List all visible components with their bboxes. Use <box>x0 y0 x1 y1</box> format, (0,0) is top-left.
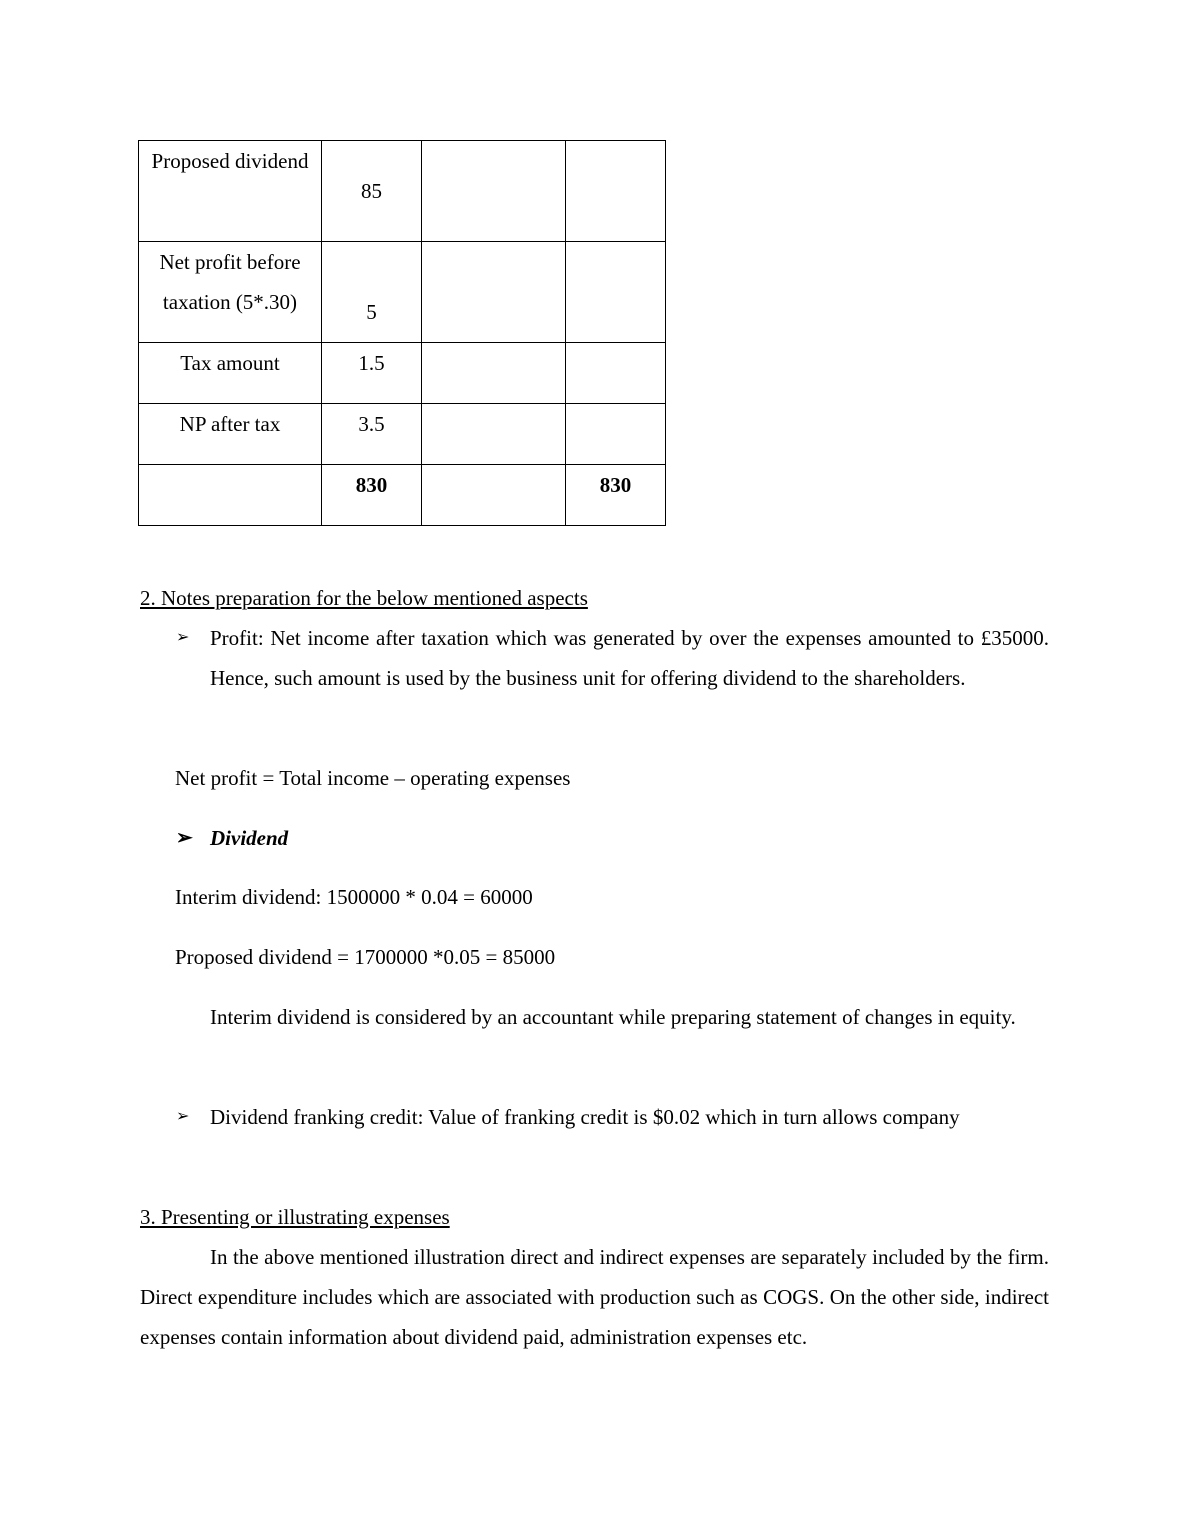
interim-dividend: Interim dividend: 1500000 * 0.04 = 60000 <box>175 885 533 909</box>
table-row <box>139 141 666 242</box>
table-row <box>139 343 666 404</box>
profit-note: Profit: Net income after taxation which was generated by over the expenses amounted to £35000. Hence, such amount is used by the business unit for offering dividend to the shareholders. <box>210 626 1049 690</box>
table-cell: NP after tax <box>139 404 322 465</box>
section-2-heading: 2. Notes preparation for the below mentioned aspects <box>140 586 588 610</box>
net-profit-formula: Net profit = Total income – operating expenses <box>175 766 571 790</box>
franking-note: Dividend franking credit: Value of franking credit is $0.02 which in turn allows company <box>210 1105 960 1129</box>
table-cell: Tax amount <box>139 343 322 404</box>
proposed-dividend: Proposed dividend = 1700000 *0.05 = 85000 <box>175 945 556 969</box>
table-cell: 85 <box>322 141 422 242</box>
arrow-bullet-icon: ➢ <box>176 1108 190 1125</box>
interim-note: Interim dividend is considered by an accountant while preparing statement of changes in equity. <box>210 1005 1016 1029</box>
table-row <box>139 242 666 343</box>
arrow-bullet-icon: ➢ <box>176 629 190 646</box>
dividend-heading: Dividend <box>210 826 289 850</box>
arrow-bullet-icon: ➢ <box>176 827 193 849</box>
table-cell: 830 <box>566 465 666 526</box>
table-row <box>139 465 666 526</box>
table-cell: Net profit before taxation (5*.30) <box>139 242 322 343</box>
financial-table <box>138 140 666 526</box>
table-cell: 830 <box>322 465 422 526</box>
table-row <box>139 404 666 465</box>
expenses-paragraph: In the above mentioned illustration direct and indirect expenses are separately included by the firm. Direct expenditure includes which are associated with production such as COGS. On the other side, indirect expenses contain information about dividend paid, administration expenses etc. <box>140 1245 1049 1349</box>
section-3-heading: 3. Presenting or illustrating expenses <box>140 1205 450 1229</box>
table-cell: Proposed dividend <box>139 141 322 242</box>
table-cell: 5 <box>322 242 422 343</box>
table-cell: 3.5 <box>322 404 422 465</box>
table-cell: 1.5 <box>322 343 422 404</box>
